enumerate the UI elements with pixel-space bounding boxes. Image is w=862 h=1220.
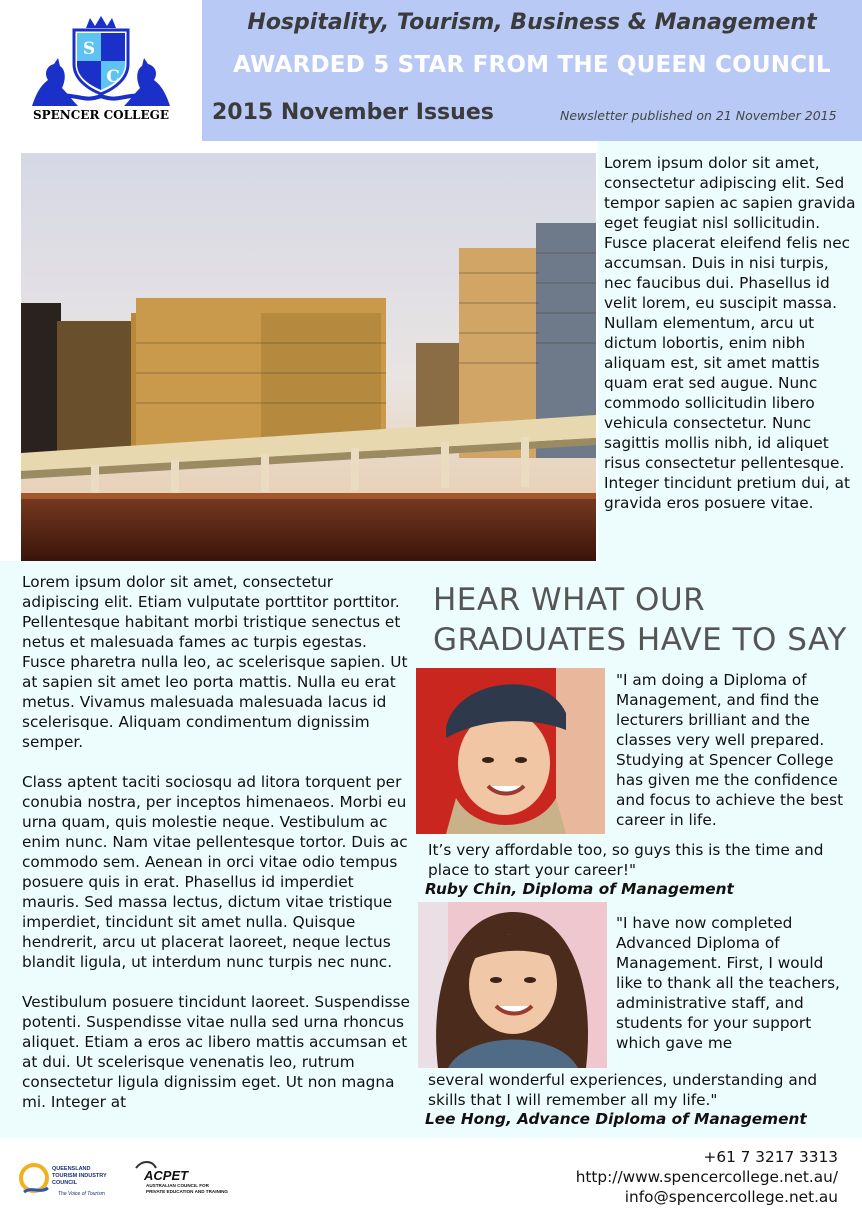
graduate-photo-lee: [418, 902, 607, 1068]
testimonial-attribution: Lee Hong, Advance Diploma of Management: [425, 1110, 807, 1128]
acpet-name: ACPET: [144, 1168, 189, 1183]
qtic-line: TOURISM INDUSTRY: [52, 1173, 107, 1179]
article-column: [22, 572, 414, 1132]
testimonial-quote-continued: It’s very affordable too, so guys this is the time and place to start your career!": [428, 841, 824, 879]
testimonial-quote: "I have now completed Advanced Diploma of Management. First, I would like to thank all the teachers, administrative staff, and students for your support which gave me: [616, 914, 840, 1052]
qtic-tagline: The Voice of Tourism: [58, 1191, 105, 1197]
qtic-line: QUEENSLAND: [52, 1166, 91, 1172]
article-paragraph: Class aptent taciti sociosqu ad litora torquent per conubia nostra, per inceptos himenaeos. Morbi eu urna quam, quis molestie neque. Vestibulum ac enim nunc. Nam vitae pellentesque tortor. Duis ac commodo sem. Aenean in orci vitae odio tempus posuere quis in erat. Phasellus id imperdiet mauris. Sed massa lectus, dictum vitae tristique imperdiet, tincidunt sit amet nulla. Quisque hendrerit, arcu ut placerat laoreet, neque lectus blandit ligula, ut interdum nunc turpis nec nunc.: [22, 773, 408, 971]
college-name: SPENCER COLLEGE: [32, 108, 170, 122]
acpet-line: AUSTRALIAN COUNCIL FOR: [146, 1183, 209, 1188]
intro-text: Lorem ipsum dolor sit amet, consectetur adipiscing elit. Sed tempor sapien ac sapien gravida eget feugiat nisl sollicitudin. Fusce placerat eleifend felis nec accumsan. Duis in nisi turpis, nec faucibus dui. Phasellus id velit lorem, eu suscipit massa. Nullam elementum, arcu ut dictum lobortis, enim nibh aliquam est, sit amet mattis quam erat sed augue. Nunc commodo sollicitudin libero vehicula consectetur. Nunc sagittis mollis nibh, id aliquet risus consectetur pellentesque. Integer tincidunt pretium dui, at gravida eros posuere vitae.: [604, 154, 856, 512]
testimonial-quote-continued: several wonderful experiences, understanding and skills that I will remember all my life.": [428, 1071, 818, 1109]
crest-letter-c: C: [106, 67, 120, 87]
crest-letter-s: S: [82, 39, 96, 59]
testimonials-heading-line1: HEAR WHAT OUR: [433, 582, 706, 618]
email-link[interactable]: info@spencercollege.net.au: [624, 1188, 838, 1206]
publish-date: Newsletter published on 21 November 2015: [560, 108, 837, 123]
qtic-logo: [18, 1158, 128, 1200]
testimonials-heading-line2: GRADUATES HAVE TO SAY: [433, 622, 847, 658]
testimonial-attribution: Ruby Chin, Diploma of Management: [425, 880, 734, 898]
header-award: AWARDED 5 STAR FROM THE QUEEN COUNCIL: [233, 52, 831, 78]
acpet-logo: [132, 1158, 257, 1200]
testimonials-heading: [433, 580, 853, 660]
qtic-line: COUNCIL: [52, 1180, 78, 1186]
website-link[interactable]: http://www.spencercollege.net.au/: [575, 1168, 838, 1186]
testimonial-quote: "I am doing a Diploma of Management, and find the lecturers brilliant and the classes very well prepared. Studying at Spencer College has given me the confidence and focus to achieve the best career in life.: [616, 671, 844, 829]
city-skyline-photo: [21, 153, 596, 561]
phone-number: +61 7 3217 3313: [703, 1148, 838, 1166]
college-crest-logo: [22, 14, 180, 110]
header-tagline: Hospitality, Tourism, Business & Management: [247, 10, 817, 35]
article-paragraph: Vestibulum posuere tincidunt laoreet. Suspendisse potenti. Suspendisse vitae nulla sed urna rhoncus aliquet. Etiam a eros ac libero mattis accumsan et at dui. Ut scelerisque venenatis leo, rutrum consectetur ligula dignissim eget. Ut non magna mi. Integer at: [22, 993, 410, 1111]
article-paragraph: Lorem ipsum dolor sit amet, consectetur adipiscing elit. Etiam vulputate porttitor porttitor. Pellentesque habitant morbi tristique senectus et netus et malesuada fames ac turpis egestas. Fusce pharetra nulla leo, ac scelerisque sapien. Ut at sapien sit amet leo porta mattis. Nulla eu erat metus. Vivamus malesuada malesuada lacus id scelerisque. Aliquam condimentum dignissim semper.: [22, 573, 408, 751]
graduate-photo-ruby: [416, 668, 605, 834]
footer-contact: [576, 1147, 838, 1207]
issue-title: 2015 November Issues: [212, 100, 494, 125]
acpet-line: PRIVATE EDUCATION AND TRAINING: [146, 1189, 229, 1194]
